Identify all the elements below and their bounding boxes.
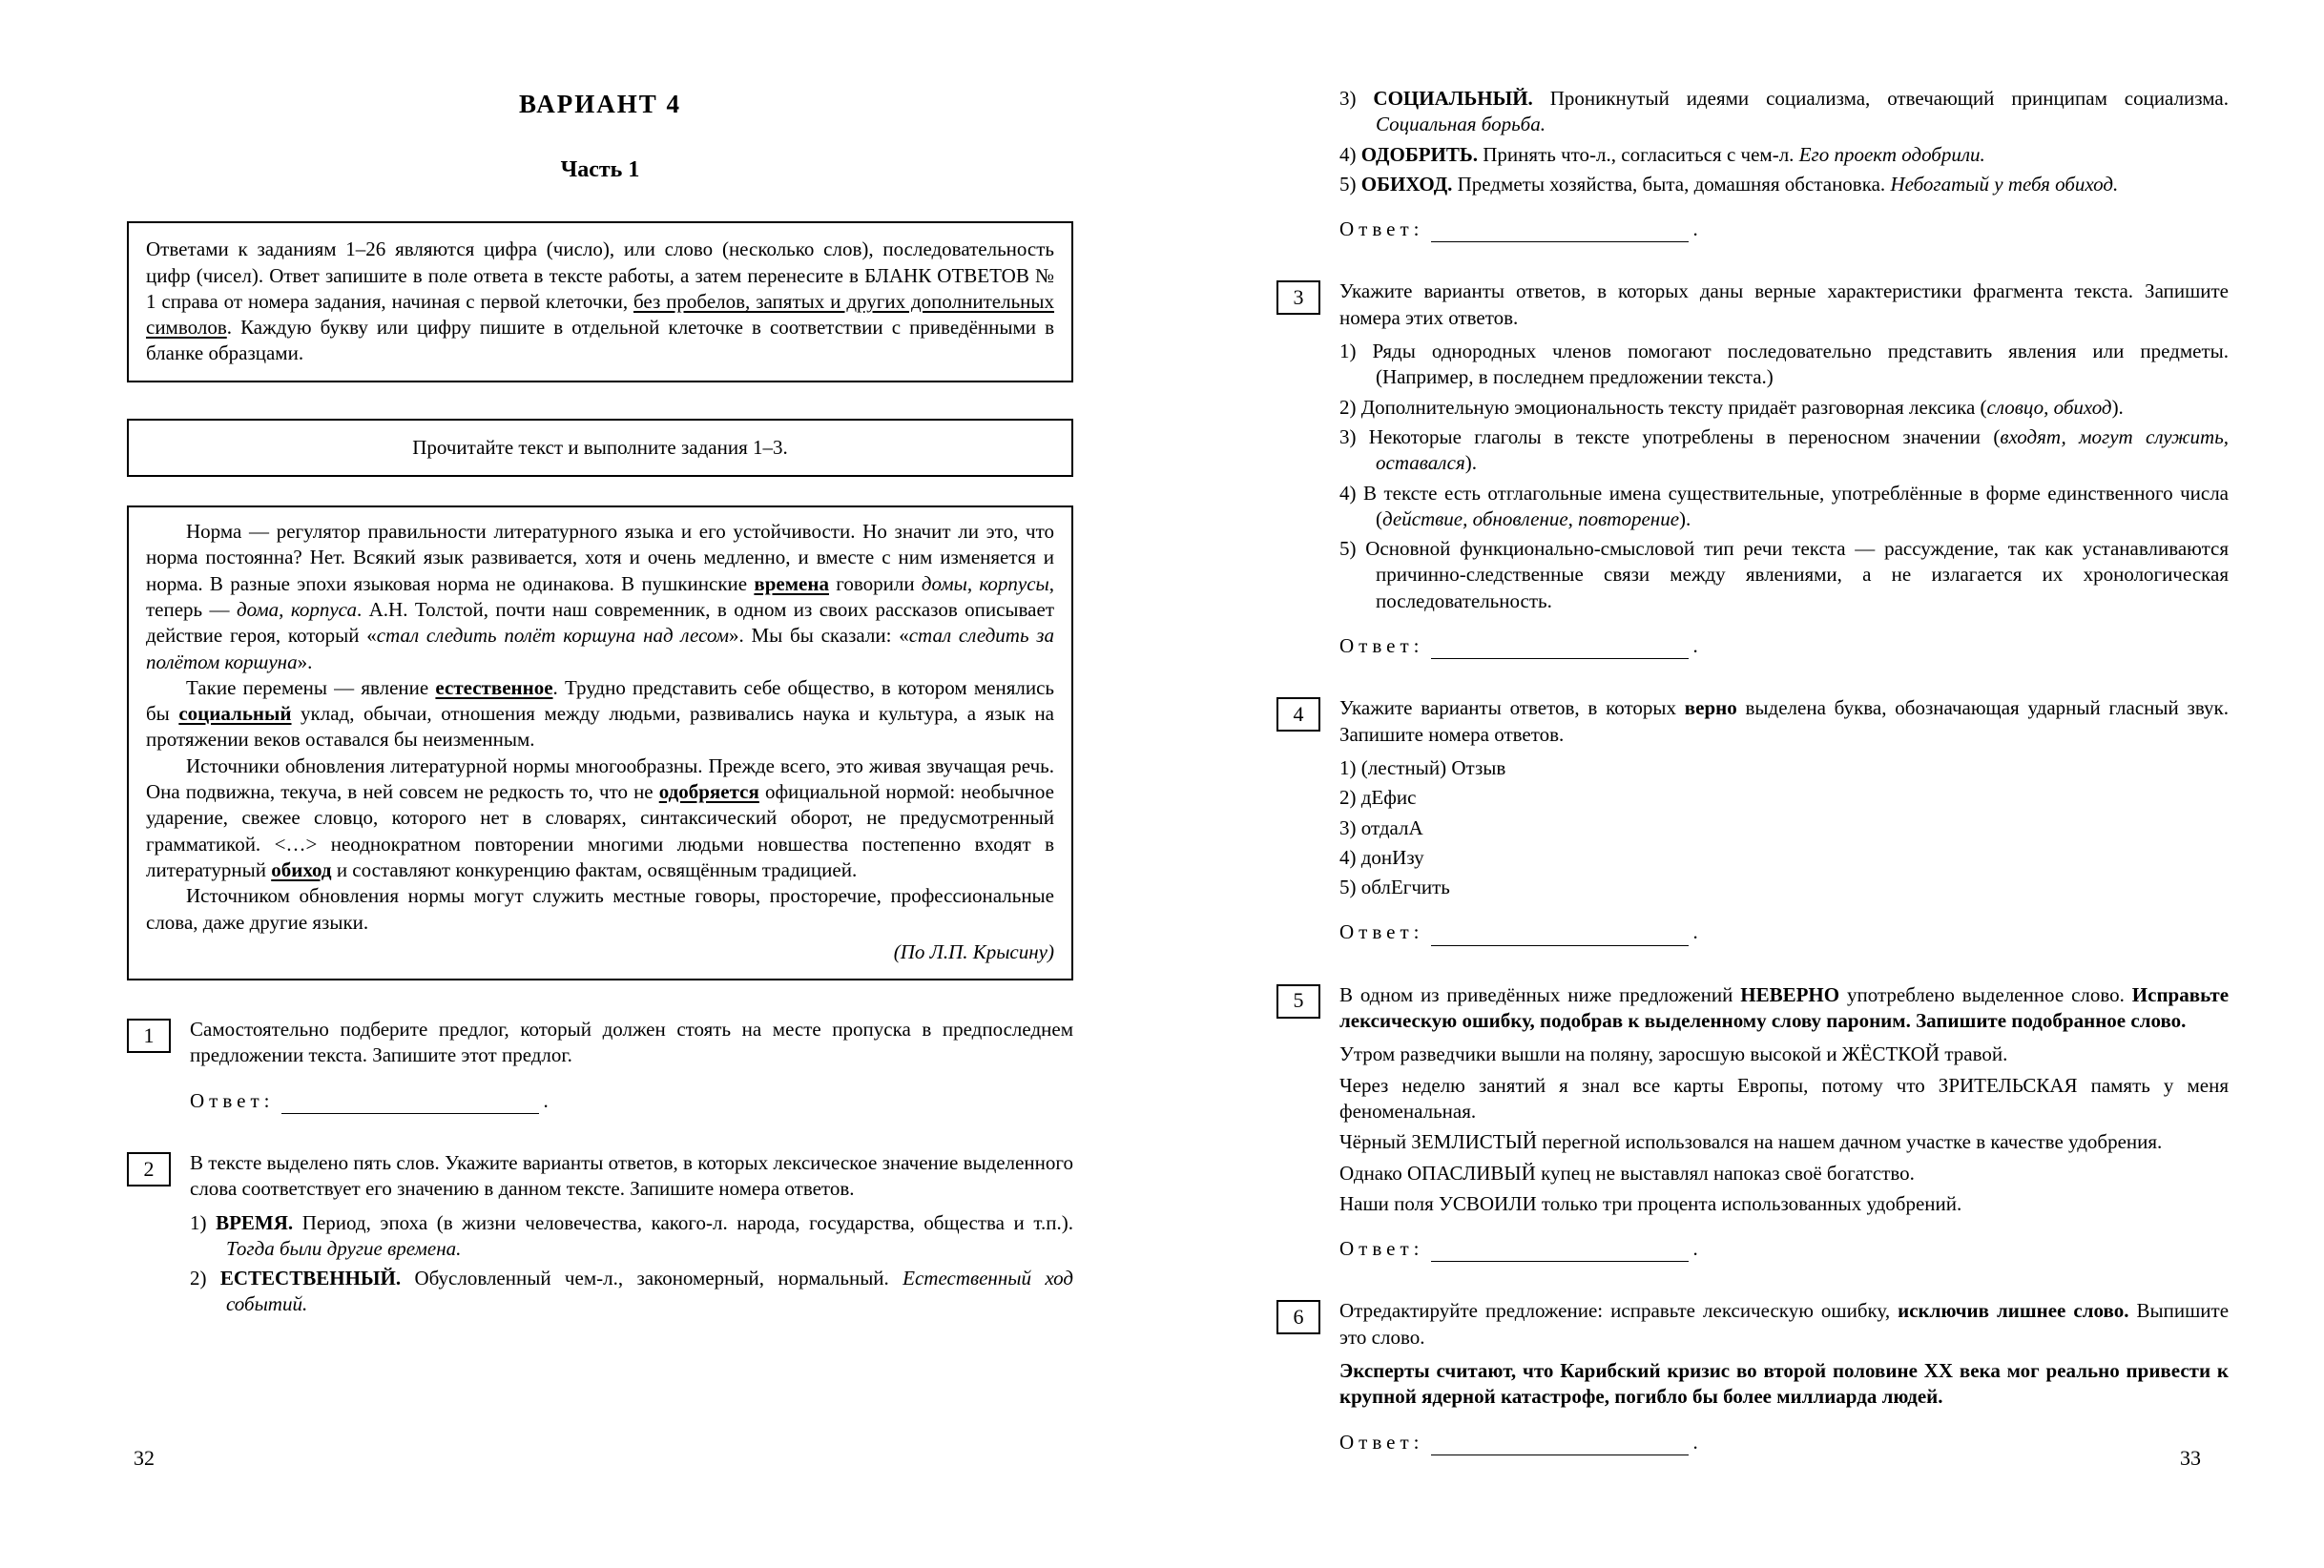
task-3-option-5: 5) Основной функционально-смысловой тип речи текста — рассуждение, так как устанавливаются причинно-следственные связи между явлениями, а не излагается их хронологическая последовательность.	[1339, 537, 2229, 612]
task-2-options	[190, 1210, 1073, 1318]
answer-period: .	[1692, 1430, 1698, 1454]
task-3-options	[1339, 339, 2229, 614]
passage-paragraph-4: Источником обновления нормы могут служить местные говоры, просторечие, профессиональные слова, даже другие языки.	[146, 884, 1054, 934]
task-5-sentence-4: Однако ОПАСЛИВЫЙ купец не выставлял напоказ своё богатство.	[1339, 1161, 1915, 1185]
read-prompt-text: Прочитайте текст и выполните задания 1–3.	[412, 435, 788, 459]
task-1-body: Самостоятельно подберите предлог, который должен стоять на месте пропуска в предпоследнем предложении текста. Запишите этот предлог.	[190, 1018, 1073, 1067]
answer-label: Ответ:	[1339, 634, 1424, 658]
answer-period: .	[543, 1088, 549, 1112]
answer-blank	[281, 1095, 539, 1114]
answer-period: .	[1692, 920, 1698, 944]
page-number-left: 32	[134, 1446, 155, 1471]
instruction-text: Ответами к заданиям 1–26 являются цифра (число), или слово (несколько слов), последовательность цифр (чисел). Ответ запишите в поле ответа в тексте работы, а затем перенесите в БЛАНК ОТВЕТОВ № 1 справа от номера задания, начиная с первой клеточки, без пробелов, запятых и других дополнительных символов. Каждую букву или цифру пишите в отдельной клеточке в соответствии с приведёнными в бланке образцами.	[146, 237, 1054, 365]
read-prompt-box	[127, 419, 1073, 477]
variant-title: ВАРИАНТ 4	[518, 90, 682, 118]
passage-paragraph-3: Источники обновления литературной нормы многообразны. Прежде всего, это живая звучащая речь. Она подвижна, текуча, в ней совсем не редкость то, что не одобряется официальной нормой: необычное ударение, свежее словцо, которого нет в словарях, синтаксический оборот, не предусмотренный грамматикой. <…> неоднократном повторении многими людьми новшества постепенно входят в литературный обиход и составляют конкуренцию фактам, освящённым традицией.	[146, 753, 1054, 881]
task-2-option-3: 3) СОЦИАЛЬНЫЙ. Проникнутый идеями социализма, отвечающий принципам социализма. Социальная борьба.	[1339, 87, 2229, 136]
task-1-content	[190, 1017, 1073, 1114]
task-2-continuation	[1339, 86, 2229, 242]
task-2-option-5: 5) ОБИХОД. Предметы хозяйства, быта, домашняя обстановка. Небогатый у тебя обиход.	[1339, 172, 2119, 196]
task-4-options	[1339, 755, 2229, 900]
passage-box	[127, 505, 1073, 980]
task-1-answer	[190, 1088, 1073, 1114]
task-4-option-2: 2) дЕфис	[1339, 786, 1417, 810]
passage-paragraph-2: Такие перемены — явление естественное. Трудно представить себе общество, в котором менялись бы социальный уклад, обычаи, отношения между людьми, развивались наука и культура, а язык на протяжении веков оставался бы неизменным.	[146, 675, 1054, 752]
answer-blank	[1431, 224, 1689, 243]
task-5-answer	[1339, 1236, 2229, 1262]
task-4-option-3: 3) отдалА	[1339, 815, 1423, 839]
task-5-sentence-2: Через неделю занятий я знал все карты Европы, потому что ЗРИТЕЛЬСКАЯ память у меня феноменальная.	[1339, 1073, 2229, 1123]
task-6-answer	[1339, 1430, 2229, 1455]
task-5-sentences	[1339, 1042, 2229, 1217]
answer-label: Ответ:	[1339, 217, 1424, 241]
document-page-left	[127, 0, 1073, 1318]
task-5-sentence-3: Чёрный ЗЕМЛИСТЫЙ перегной использовался на нашем дачном участке в качестве удобрения.	[1339, 1130, 2163, 1154]
answer-period: .	[1692, 634, 1698, 658]
answer-period: .	[1692, 1237, 1698, 1261]
task-2-option-4: 4) ОДОБРИТЬ. Принять что-л., согласиться с чем-л. Его проект одобрили.	[1339, 142, 1985, 166]
task-3-option-3: 3) Некоторые глаголы в тексте употреблены в переносном значении (входят, могут служить, оставался).	[1339, 424, 2230, 475]
part-title: Часть 1	[560, 157, 640, 183]
passage-attribution: (По Л.П. Крысину)	[893, 939, 1054, 963]
task-3-body: Укажите варианты ответов, в которых даны верные характеристики фрагмента текста. Запишите номера этих ответов.	[1339, 279, 2229, 329]
task-3-option-4: 4) В тексте есть отглагольные имена существительные, употреблённые в форме единственного числа (действие, обновление, повторение).	[1339, 481, 2229, 530]
task-4-number: 4	[1276, 697, 1320, 732]
task-3-option-2: 2) Дополнительную эмоциональность тексту придаёт разговорная лексика (словцо, обиход).	[1339, 395, 2124, 419]
document-page-right	[1276, 0, 2229, 1455]
task-6-sentence: Эксперты считают, что Карибский кризис во второй половине XX века мог реально привести к крупной ядерной катастрофе, погибло бы более миллиарда людей.	[1339, 1358, 2229, 1409]
passage-paragraph-1: Норма — регулятор правильности литературного языка и его устойчивости. Но значит ли это, что норма постоянна? Нет. Всякий язык развивается, хотя и очень медленно, и вместе с ним изменяется и норма. В разные эпохи языковая норма не одинакова. В пушкинские времена говорили домы, корпусы, теперь — дома, корпуса. А.Н. Толстой, почти наш современник, в одном из своих рассказов описывает действие героя, который «стал следить полёт коршуна над лесом». Мы бы сказали: «стал следить за полётом коршуна».	[146, 520, 1054, 673]
task-6-body: Отредактируйте предложение: исправьте лексическую ошибку, исключив лишнее слово. Выпишите это слово.	[1339, 1299, 2230, 1349]
answer-blank	[1431, 927, 1689, 946]
task-3-option-1: 1) Ряды однородных членов помогают последовательно представить явления или предметы. (Например, в последнем предложении текста.)	[1339, 340, 2229, 389]
task-3-number: 3	[1276, 280, 1320, 315]
task-5-number: 5	[1276, 984, 1320, 1019]
task-1-number: 1	[127, 1019, 171, 1053]
task-2-content	[190, 1150, 1073, 1318]
task-6-number: 6	[1276, 1300, 1320, 1334]
task-5-content	[1339, 982, 2229, 1263]
task-5-sentence-1: Утром разведчики вышли на поляну, заросшую высокой и ЖЁСТКОЙ травой.	[1339, 1042, 2008, 1066]
answer-blank	[1431, 640, 1689, 659]
task-2-number: 2	[127, 1152, 171, 1186]
task-4	[1276, 695, 2229, 945]
answer-label: Ответ:	[1339, 1430, 1424, 1454]
task-2-continuation-options	[1339, 86, 2229, 197]
task-2	[127, 1150, 1073, 1318]
task-4-option-5: 5) облЕгчить	[1339, 876, 1450, 899]
task-6-content	[1339, 1298, 2229, 1455]
task-5-body: В одном из приведённых ниже предложений НЕВЕРНО употреблено выделенное слово. Исправьте лексическую ошибку, подобрав к выделенному слову пароним. Запишите подобранное слово.	[1339, 982, 2230, 1033]
task-5	[1276, 982, 2229, 1263]
page-number-right: 33	[2180, 1446, 2201, 1471]
answer-blank	[1431, 1243, 1689, 1262]
task-4-option-1: 1) (лестный) Отзыв	[1339, 755, 1506, 779]
task-4-option-4: 4) донИзу	[1339, 845, 1424, 869]
task-3-content	[1339, 279, 2229, 659]
task-1	[127, 1017, 1073, 1114]
task-3-answer	[1339, 633, 2229, 659]
instruction-box	[127, 221, 1073, 382]
answer-label: Ответ:	[190, 1088, 275, 1112]
answer-period: .	[1692, 217, 1698, 241]
task-2-option-2: 2) ЕСТЕСТВЕННЫЙ. Обусловленный чем-л., закономерный, нормальный. Естественный ход событий.	[190, 1267, 1073, 1316]
task-3	[1276, 279, 2229, 659]
task-6	[1276, 1298, 2229, 1455]
answer-blank	[1431, 1436, 1689, 1455]
answer-label: Ответ:	[1339, 1237, 1424, 1261]
answer-label: Ответ:	[1339, 920, 1424, 944]
task-2-option-1: 1) ВРЕМЯ. Период, эпоха (в жизни человечества, какого-л. народа, государства, общества и т.п.). Тогда были другие времена.	[190, 1210, 1073, 1260]
task-4-body: Укажите варианты ответов, в которых верно выделена буква, обозначающая ударный гласный звук. Запишите номера ответов.	[1339, 696, 2229, 746]
task-4-content	[1339, 695, 2229, 945]
task-2-answer	[1339, 217, 2229, 242]
task-2-body: В тексте выделено пять слов. Укажите варианты ответов, в которых лексическое значение выделенного слова соответствует его значению в данном тексте. Запишите номера ответов.	[190, 1151, 1073, 1201]
task-4-answer	[1339, 919, 2229, 945]
task-5-sentence-5: Наши поля УСВОИЛИ только три процента использованных удобрений.	[1339, 1191, 1962, 1215]
